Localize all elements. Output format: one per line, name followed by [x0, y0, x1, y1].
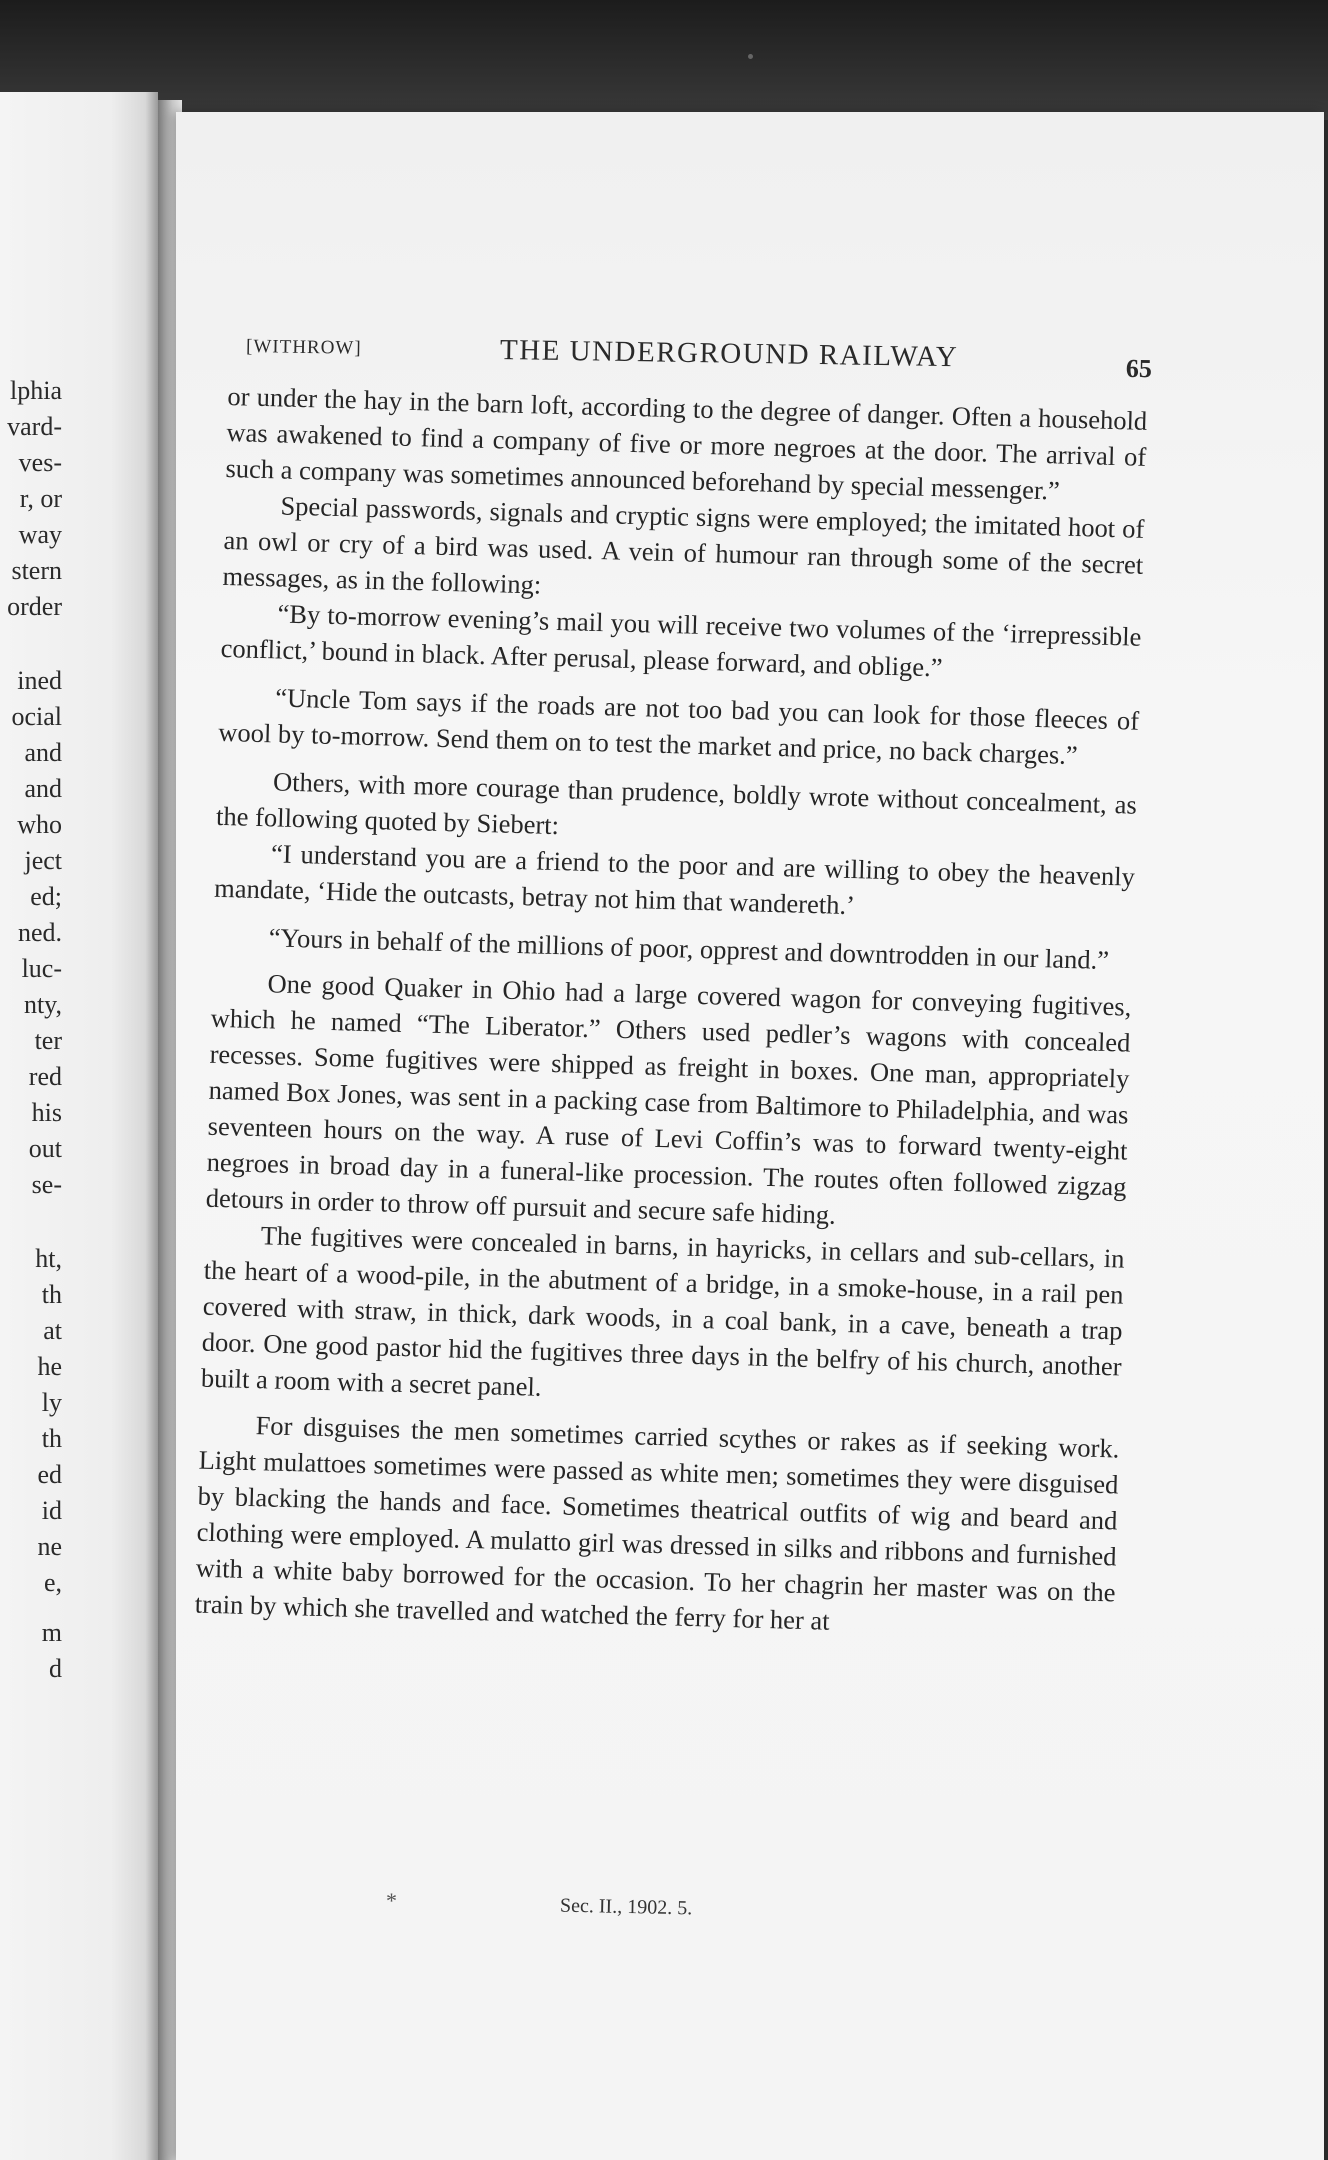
facing-page-line: d	[49, 1654, 62, 1683]
paragraph: Others, with more courage than prudence, boldly wrote without concealment, as the following quoted by Siebert:	[215, 766, 1138, 841]
quoted-message: “I understand you are a friend to the poor and are willing to obey the heavenly mandate, ‘Hide the outcasts, betray not him that wandereth.’	[213, 838, 1136, 921]
facing-page-line: ned.	[17, 918, 62, 947]
facing-page-line: out	[28, 1134, 62, 1163]
facing-page-line: ed	[37, 1460, 62, 1489]
printer-mark: *	[386, 1888, 397, 1913]
paragraph: For disguises the men sometimes carried scythes or rakes as if seeking work. Light mulattoes sometimes were passed as white men; sometimes they were disguised by blacking the hands and face. Sometimes theatrical outfits of wig and beard and clothing were employed. A mulatto girl was dressed in silks and ribbons and furnished with a white baby borrowed for the occasion. To her chagrin her master was on the train by which she travelled and watched the ferry for her at	[194, 1410, 1120, 1636]
dust-speck	[748, 54, 753, 59]
facing-page-line: th	[41, 1424, 62, 1453]
header-title: THE UNDERGROUND RAILWAY	[499, 333, 959, 374]
quoted-message: “Uncle Tom says if the roads are not too bad you can look for those fleeces of wool by to-morrow. Send them on to test the market and price, no back charges.”	[218, 682, 1140, 771]
facing-page-line: lphia	[10, 376, 62, 405]
facing-page-line: e,	[43, 1568, 62, 1597]
facing-page-line: id	[41, 1496, 62, 1525]
facing-page-line: ne	[37, 1532, 62, 1561]
facing-page-line: ject	[24, 846, 62, 875]
facing-page-line: ined	[17, 666, 62, 695]
facing-page-line: ves-	[18, 448, 62, 477]
facing-page-line: vard-	[7, 412, 62, 441]
facing-page-line: stern	[11, 556, 62, 585]
facing-page-line: and	[24, 774, 62, 803]
facing-page-line: ocial	[11, 702, 62, 731]
facing-page-line: ter	[34, 1026, 62, 1055]
header-author: [WITHROW]	[245, 336, 362, 359]
facing-page-line: who	[17, 810, 62, 839]
facing-page-line: red	[28, 1062, 62, 1091]
paragraph: or under the hay in the barn loft, according to the degree of danger. Often a household was awakened to find a company of five or more negroes at the door. The arrival of such a company was sometimes announced beforehand by special messenger.”	[225, 380, 1148, 506]
facing-page-line: ly	[41, 1388, 62, 1417]
facing-page-line: r, or	[19, 484, 62, 513]
facing-page-line: he	[37, 1352, 62, 1381]
page-number: 65	[1125, 353, 1153, 384]
facing-page-line: th	[41, 1280, 62, 1309]
quoted-message: “Yours in behalf of the millions of poor, opprest and downtrodden in our land.”	[268, 922, 1110, 976]
facing-page-line: way	[18, 520, 62, 549]
facing-page-line: nty,	[23, 990, 62, 1019]
signature-line: Sec. II., 1902. 5.	[559, 1894, 693, 1920]
quoted-message: “By to-morrow evening’s mail you will receive two volumes of the ‘irrepressible conflict,’ bound in black. After perusal, please forward, and oblige.”	[220, 598, 1142, 683]
paragraph: Special passwords, signals and cryptic signs were employed; the imitated hoot of an owl or cry of a bird was used. A vein of humour ran through some of the secret messages, as in the following:	[222, 490, 1145, 600]
facing-page-line: and	[24, 738, 62, 767]
paragraph: One good Quaker in Ohio had a large covered wagon for conveying fugitives, which he named “The Liberator.” Others used pedler’s wagons with concealed recesses. Some fugitives were shipped as freight in boxes. One man, appropriately named Box Jones, was sent in a packing case from Baltimore to Philadelphia, and was seventeen hours on the way. A ruse of Levi Coffin’s was to forward twenty-eight negroes in broad day in a funeral-like procession. The routes often followed zigzag detours in order to throw off pursuit and secure safe hiding.	[205, 968, 1132, 1230]
facing-page-line: se-	[31, 1170, 62, 1199]
page-body	[194, 378, 1147, 1646]
facing-page-line: m	[41, 1618, 62, 1647]
facing-page-line: ed;	[30, 882, 62, 911]
facing-page-line: ht,	[35, 1244, 62, 1273]
facing-page-line: order	[7, 592, 62, 621]
facing-page-line: at	[43, 1316, 62, 1345]
paragraph: The fugitives were concealed in barns, in hayricks, in cellars and sub-cellars, in the heart of a wood-pile, in the abutment of a bridge, in a smoke-house, in a rail pen covered with straw, in thick, dark woods, in a coal bank, in a cave, beneath a trap door. One good pastor hid the fugitives three days in the belfry of his church, another built a room with a secret panel.	[200, 1220, 1125, 1402]
background-dark-top	[0, 0, 1328, 120]
facing-page-line: luc-	[21, 954, 62, 983]
facing-page-left	[0, 92, 158, 2160]
facing-page-line: his	[31, 1098, 62, 1127]
